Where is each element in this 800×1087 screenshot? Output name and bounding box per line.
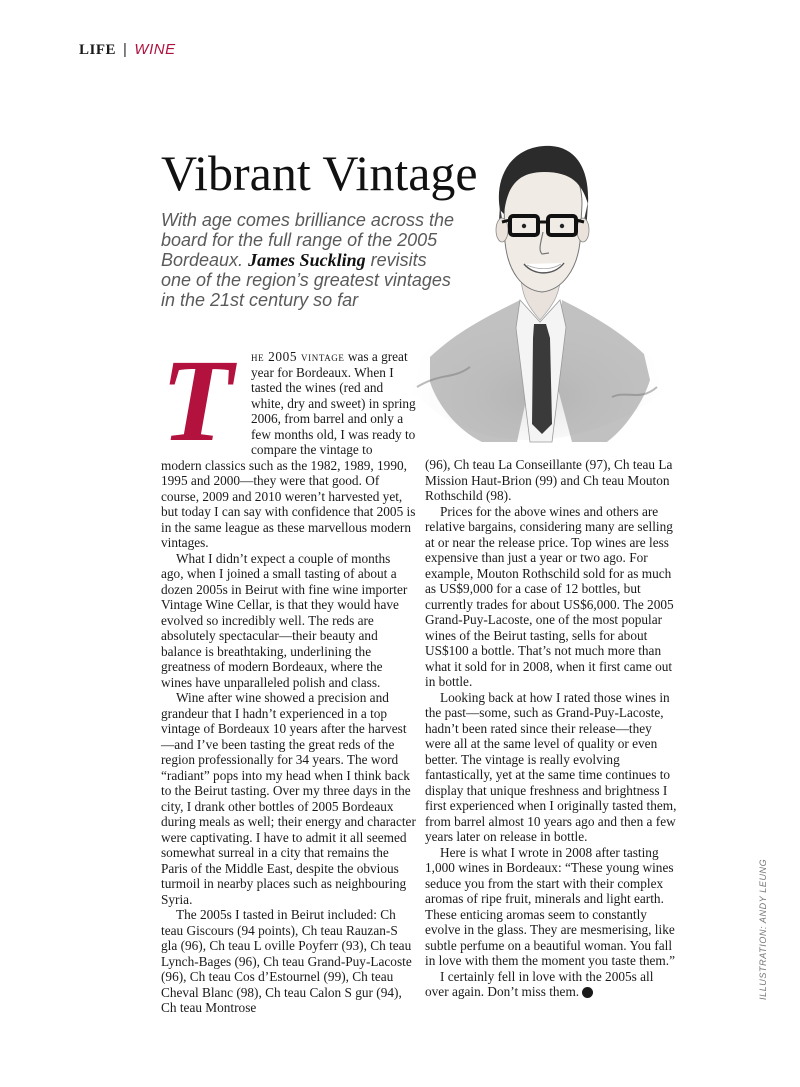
closing-text: I certainly fell in love with the 2005s all over again. Don’t miss them.	[425, 968, 654, 999]
first-paragraph	[161, 335, 416, 551]
end-mark-icon: T	[582, 987, 593, 998]
body-paragraph: Prices for the above wines and others are relative bargains, considering many are selling at or near the release price. Top wines are less expensive than just a year or two ago. For example, Mouton Rothschild sold for as much as US$9,000 for a case of 12 bottles, but currently trades for about US$6,000. The 2005 Grand-Puy-Lacoste, one of the most popular wines of the Beirut tasting, sells for about US$100 a bottle. That’s not much more than what it sold for in 2008, when it first came out in bottle.	[425, 503, 674, 689]
subsection-label: WINE	[134, 41, 176, 58]
author-name: James Suckling	[248, 250, 366, 270]
body-paragraph: What I didn’t expect a couple of months ago, when I joined a small tasting of about a dozen 2005s in Beirut with fine wine importer Vintage Wine Cellar, is that they would have evolved so incredibly well. The reds are absolutely spectacular—their beauty and balance is breathtaking, underlining the greatness of modern Bordeaux, where the wines have unparalleled polish and class.	[161, 550, 408, 690]
article-title: Vibrant Vintage	[161, 145, 478, 201]
section-separator: |	[123, 41, 128, 58]
body-paragraph: Wine after wine showed a precision and grandeur that I hadn’t experienced in a top vintage of Bordeaux 10 years after the harvest—and I’ve been tasting the great reds of the region professionally for 34 years. The word “radiant” pops into my head when I think back to the Beirut tasting. Over my three days in the city, I drank other bottles of 2005 Bordeaux during meals as well; their energy and character were captivating. I have to admit it all seemed somewhat surreal in a city that remains the Paris of the Middle East, despite the obvious turmoil in nearby places such as neighbouring Syria.	[161, 690, 416, 907]
drop-cap: T	[161, 335, 234, 466]
paragraph-text: was a great year for Bordeaux. When I tasted the wines (red and white, dry and sweet) in spring 2006, from barrel and only a few months old, I was ready to compare the vintage to modern classics such as the 1982, 1989, 1990, 1995 and 2000—they were that good. Of course, 2009 and 2010 weren’t harvested yet, but today I can say with confidence that 2005 is in the same league as these marvellous modern vintages.	[161, 349, 416, 550]
closing-paragraph	[425, 969, 680, 1000]
section-header	[79, 41, 176, 59]
illustration-credit: ILLUSTRATION: ANDY LEUNG	[758, 858, 768, 1000]
portrait-illustration	[412, 142, 662, 447]
standfirst-intro: With age comes brilliance across the board for the full range of the 2005 Bordeaux.	[161, 210, 454, 270]
lead-in: he 2005 vintage	[251, 349, 345, 364]
section-label: LIFE	[79, 42, 117, 58]
body-paragraph: Here is what I wrote in 2008 after tasting 1,000 wines in Bordeaux: “These young wines seduce you from the start with their complex aromas of ripe fruit, minerals and light earth. These enticing aromas seem to constantly evolve in the glass. They are mesmerising, like subtle perfume on a beautiful woman. You fall in love with them the moment you taste them.”	[425, 844, 676, 968]
article-column-right	[425, 457, 680, 1000]
body-paragraph: Looking back at how I rated those wines in the past—some, such as Grand-Puy-Lacoste, hadn’t been rated since their release—they were all at the same level of quality or even better. The vintage is really evolving fantastically, yet at the same time continues to display that unique freshness and brightness I first experienced when I originally tasted them, from barrel almost 10 years ago and then a few years later on release in bottle.	[425, 689, 677, 844]
article-column-left	[161, 335, 416, 1016]
standfirst-rest: revisits one of the region’s greatest vintages in the 21st century so far	[161, 250, 451, 310]
body-paragraph: The 2005s I tasted in Beirut included: Ch teau Giscours (94 points), Ch teau Rauzan-S gla (96), Ch teau L oville Poyferr (93), Ch teau Lynch-Bages (96), Ch teau Grand-Puy-Lacoste (96), Ch teau Cos d’Estournel (99), Ch teau Cheval Blanc (98), Ch teau Calon S gur (94), Ch teau Montrose	[161, 907, 412, 1015]
body-paragraph: (96), Ch teau La Conseillante (97), Ch teau La Mission Haut-Brion (99) and Ch teau Mouton Rothschild (98).	[425, 457, 673, 503]
